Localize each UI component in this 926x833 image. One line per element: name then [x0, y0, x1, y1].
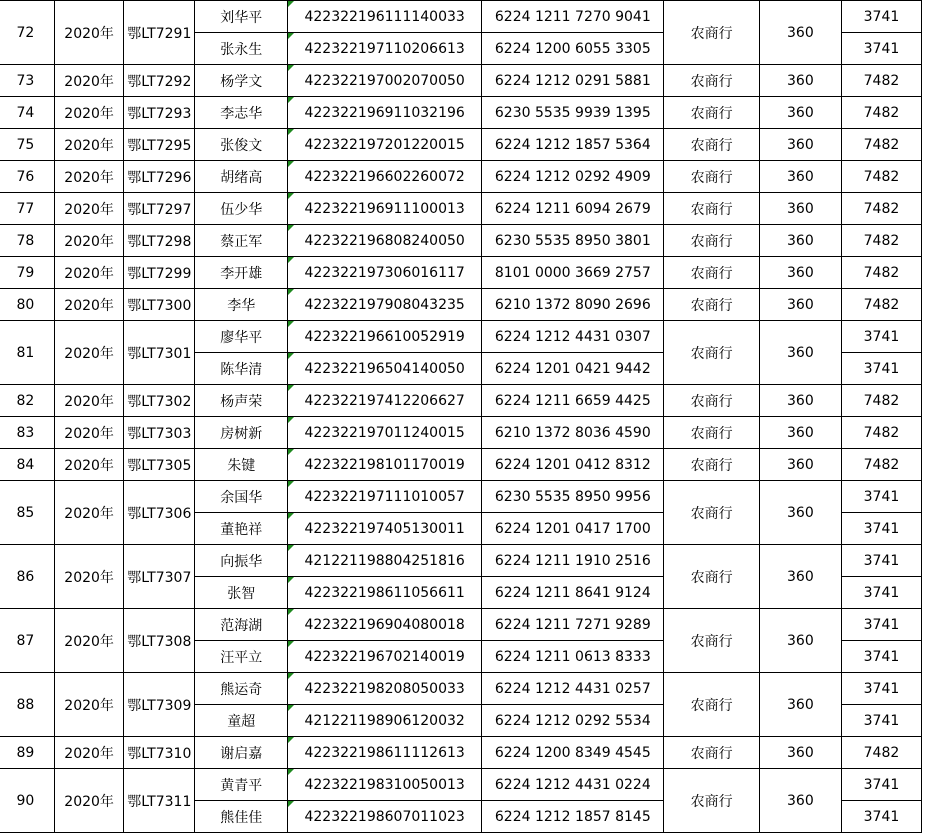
cell-days[interactable]: 360: [759, 257, 841, 289]
cell-seq[interactable]: 85: [0, 481, 54, 545]
cell-card-number[interactable]: 6224 1211 6094 2679: [482, 193, 664, 225]
cell-card-number[interactable]: 6224 1200 8349 4545: [482, 737, 664, 769]
cell-days[interactable]: 360: [759, 1, 841, 65]
cell-name[interactable]: 熊佳佳: [195, 801, 288, 833]
cell-days[interactable]: 360: [759, 129, 841, 161]
cell-seq[interactable]: 76: [0, 161, 54, 193]
cell-id-number[interactable]: 422322196602260072: [288, 161, 482, 193]
cell-amount[interactable]: 3741: [841, 481, 921, 513]
cell-id-number[interactable]: 422322196911100013: [288, 193, 482, 225]
table-row: [0, 449, 922, 481]
cell-card-number[interactable]: 6224 1211 7270 9041: [482, 1, 664, 33]
cell-name[interactable]: 汪平立: [195, 641, 288, 673]
cell-bank[interactable]: 农商行: [664, 257, 759, 289]
cell-amount[interactable]: 3741: [841, 673, 921, 705]
cell-plate[interactable]: 鄂LT7303: [124, 417, 195, 449]
cell-year[interactable]: 2020年: [54, 769, 124, 833]
cell-id-number[interactable]: 422322196911032196: [288, 97, 482, 129]
cell-bank[interactable]: 农商行: [664, 1, 759, 65]
cell-name[interactable]: 董艳祥: [195, 513, 288, 545]
cell-bank[interactable]: 农商行: [664, 65, 759, 97]
table-row: [0, 65, 922, 97]
cell-amount[interactable]: 7482: [841, 449, 921, 481]
cell-card-number[interactable]: 6224 1211 0613 8333: [482, 641, 664, 673]
cell-name[interactable]: 向振华: [195, 545, 288, 577]
cell-id-number[interactable]: 421221198906120032: [288, 705, 482, 737]
cell-bank[interactable]: 农商行: [664, 129, 759, 161]
cell-year[interactable]: 2020年: [54, 65, 124, 97]
cell-name[interactable]: 李开雄: [195, 257, 288, 289]
cell-bank[interactable]: 农商行: [664, 225, 759, 257]
cell-days[interactable]: 360: [759, 97, 841, 129]
cell-id-number[interactable]: 422322198611056611: [288, 577, 482, 609]
cell-days[interactable]: 360: [759, 545, 841, 609]
cell-days[interactable]: 360: [759, 769, 841, 833]
cell-name[interactable]: 廖华平: [195, 321, 288, 353]
cell-plate[interactable]: 鄂LT7299: [124, 257, 195, 289]
cell-card-number[interactable]: 6224 1212 0292 5534: [482, 705, 664, 737]
cell-bank[interactable]: 农商行: [664, 193, 759, 225]
cell-id-number[interactable]: 422322196111140033: [288, 1, 482, 33]
cell-plate[interactable]: 鄂LT7308: [124, 609, 195, 673]
cell-card-number[interactable]: 6224 1211 6659 4425: [482, 385, 664, 417]
table-row: [0, 1, 922, 33]
cell-year[interactable]: 2020年: [54, 129, 124, 161]
cell-name[interactable]: 张智: [195, 577, 288, 609]
cell-card-number[interactable]: 6224 1211 1910 2516: [482, 545, 664, 577]
table-row: [0, 321, 922, 353]
cell-bank[interactable]: 农商行: [664, 321, 759, 385]
cell-plate[interactable]: 鄂LT7301: [124, 321, 195, 385]
cell-card-number[interactable]: 6224 1200 6055 3305: [482, 33, 664, 65]
cell-plate[interactable]: 鄂LT7298: [124, 225, 195, 257]
cell-id-number[interactable]: 422322197110206613: [288, 33, 482, 65]
cell-days[interactable]: 360: [759, 161, 841, 193]
cell-card-number[interactable]: 6224 1212 1857 5364: [482, 129, 664, 161]
cell-plate[interactable]: 鄂LT7307: [124, 545, 195, 609]
cell-year[interactable]: 2020年: [54, 161, 124, 193]
cell-card-number[interactable]: 6224 1211 8641 9124: [482, 577, 664, 609]
cell-seq[interactable]: 74: [0, 97, 54, 129]
cell-name[interactable]: 童超: [195, 705, 288, 737]
cell-amount[interactable]: 7482: [841, 129, 921, 161]
cell-amount[interactable]: 3741: [841, 641, 921, 673]
cell-amount[interactable]: 7482: [841, 161, 921, 193]
cell-name[interactable]: 杨声荣: [195, 385, 288, 417]
cell-amount[interactable]: 3741: [841, 705, 921, 737]
cell-card-number[interactable]: 6230 5535 9939 1395: [482, 97, 664, 129]
cell-name[interactable]: 李华: [195, 289, 288, 321]
cell-id-number[interactable]: 421221198804251816: [288, 545, 482, 577]
cell-id-number[interactable]: 422322197002070050: [288, 65, 482, 97]
cell-amount[interactable]: 7482: [841, 417, 921, 449]
cell-year[interactable]: 2020年: [54, 673, 124, 737]
cell-name[interactable]: 杨学文: [195, 65, 288, 97]
cell-days[interactable]: 360: [759, 609, 841, 673]
cell-seq[interactable]: 90: [0, 769, 54, 833]
cell-plate[interactable]: 鄂LT7311: [124, 769, 195, 833]
cell-amount[interactable]: 3741: [841, 353, 921, 385]
cell-bank[interactable]: 农商行: [664, 449, 759, 481]
cell-days[interactable]: 360: [759, 417, 841, 449]
cell-name[interactable]: 房树新: [195, 417, 288, 449]
cell-id-number[interactable]: 422322196702140019: [288, 641, 482, 673]
cell-days[interactable]: 360: [759, 65, 841, 97]
cell-bank[interactable]: 农商行: [664, 417, 759, 449]
cell-bank[interactable]: 农商行: [664, 737, 759, 769]
cell-year[interactable]: 2020年: [54, 321, 124, 385]
cell-name[interactable]: 余国华: [195, 481, 288, 513]
cell-bank[interactable]: 农商行: [664, 481, 759, 545]
table-row: [0, 257, 922, 289]
cell-days[interactable]: 360: [759, 673, 841, 737]
cell-card-number[interactable]: 6224 1212 4431 0307: [482, 321, 664, 353]
cell-card-number[interactable]: 6224 1201 0421 9442: [482, 353, 664, 385]
table-row: [0, 417, 922, 449]
cell-amount[interactable]: 3741: [841, 1, 921, 33]
cell-id-number[interactable]: 422322196904080018: [288, 609, 482, 641]
cell-bank[interactable]: 农商行: [664, 545, 759, 609]
cell-seq[interactable]: 80: [0, 289, 54, 321]
cell-id-number[interactable]: 422322198611112613: [288, 737, 482, 769]
table-row: [0, 545, 922, 577]
cell-seq[interactable]: 83: [0, 417, 54, 449]
cell-bank[interactable]: 农商行: [664, 385, 759, 417]
cell-seq[interactable]: 81: [0, 321, 54, 385]
cell-card-number[interactable]: 6224 1212 4431 0257: [482, 673, 664, 705]
cell-seq[interactable]: 86: [0, 545, 54, 609]
cell-year[interactable]: 2020年: [54, 481, 124, 545]
cell-card-number[interactable]: 6224 1212 1857 8145: [482, 801, 664, 833]
cell-name[interactable]: 李志华: [195, 97, 288, 129]
cell-year[interactable]: 2020年: [54, 545, 124, 609]
cell-card-number[interactable]: 6230 5535 8950 9956: [482, 481, 664, 513]
cell-days[interactable]: 360: [759, 289, 841, 321]
cell-bank[interactable]: 农商行: [664, 769, 759, 833]
cell-card-number[interactable]: 6230 5535 8950 3801: [482, 225, 664, 257]
cell-seq[interactable]: 79: [0, 257, 54, 289]
cell-days[interactable]: 360: [759, 225, 841, 257]
cell-year[interactable]: 2020年: [54, 385, 124, 417]
cell-amount[interactable]: 3741: [841, 513, 921, 545]
cell-name[interactable]: 谢启嘉: [195, 737, 288, 769]
cell-seq[interactable]: 88: [0, 673, 54, 737]
cell-id-number[interactable]: 422322197111010057: [288, 481, 482, 513]
cell-days[interactable]: 360: [759, 385, 841, 417]
cell-bank[interactable]: 农商行: [664, 289, 759, 321]
cell-days[interactable]: 360: [759, 193, 841, 225]
cell-bank[interactable]: 农商行: [664, 673, 759, 737]
cell-amount[interactable]: 7482: [841, 97, 921, 129]
cell-amount[interactable]: 3741: [841, 609, 921, 641]
cell-seq[interactable]: 77: [0, 193, 54, 225]
cell-id-number[interactable]: 422322197201220015: [288, 129, 482, 161]
table-row: [0, 97, 922, 129]
cell-id-number[interactable]: 422322197908043235: [288, 289, 482, 321]
table-row: [0, 385, 922, 417]
cell-amount[interactable]: 7482: [841, 737, 921, 769]
cell-plate[interactable]: 鄂LT7305: [124, 449, 195, 481]
cell-year[interactable]: 2020年: [54, 609, 124, 673]
cell-plate[interactable]: 鄂LT7293: [124, 97, 195, 129]
cell-amount[interactable]: 3741: [841, 801, 921, 833]
table-row: [0, 225, 922, 257]
cell-amount[interactable]: 3741: [841, 33, 921, 65]
cell-card-number[interactable]: 8101 0000 3669 2757: [482, 257, 664, 289]
cell-seq[interactable]: 78: [0, 225, 54, 257]
cell-plate[interactable]: 鄂LT7295: [124, 129, 195, 161]
cell-card-number[interactable]: 6210 1372 8036 4590: [482, 417, 664, 449]
cell-id-number[interactable]: 422322198208050033: [288, 673, 482, 705]
cell-bank[interactable]: 农商行: [664, 97, 759, 129]
cell-card-number[interactable]: 6210 1372 8090 2696: [482, 289, 664, 321]
cell-card-number[interactable]: 6224 1212 0292 4909: [482, 161, 664, 193]
cell-name[interactable]: 熊运奇: [195, 673, 288, 705]
cell-amount[interactable]: 7482: [841, 193, 921, 225]
cell-id-number[interactable]: 422322197405130011: [288, 513, 482, 545]
cell-name[interactable]: 陈华清: [195, 353, 288, 385]
cell-plate[interactable]: 鄂LT7292: [124, 65, 195, 97]
cell-amount[interactable]: 7482: [841, 257, 921, 289]
cell-seq[interactable]: 89: [0, 737, 54, 769]
cell-days[interactable]: 360: [759, 321, 841, 385]
cell-seq[interactable]: 72: [0, 1, 54, 65]
table-row: [0, 481, 922, 513]
cell-card-number[interactable]: 6224 1212 4431 0224: [482, 769, 664, 801]
cell-name[interactable]: 刘华平: [195, 1, 288, 33]
cell-days[interactable]: 360: [759, 449, 841, 481]
table-row: [0, 161, 922, 193]
cell-plate[interactable]: 鄂LT7302: [124, 385, 195, 417]
cell-seq[interactable]: 75: [0, 129, 54, 161]
cell-year[interactable]: 2020年: [54, 449, 124, 481]
cell-amount[interactable]: 3741: [841, 545, 921, 577]
cell-id-number[interactable]: 422322196808240050: [288, 225, 482, 257]
cell-plate[interactable]: 鄂LT7306: [124, 481, 195, 545]
cell-amount[interactable]: 3741: [841, 769, 921, 801]
cell-year[interactable]: 2020年: [54, 737, 124, 769]
cell-card-number[interactable]: 6224 1211 7271 9289: [482, 609, 664, 641]
cell-amount[interactable]: 7482: [841, 225, 921, 257]
cell-year[interactable]: 2020年: [54, 225, 124, 257]
cell-plate[interactable]: 鄂LT7309: [124, 673, 195, 737]
table-row: [0, 609, 922, 641]
cell-id-number[interactable]: 422322198310050013: [288, 769, 482, 801]
cell-name[interactable]: 范海湖: [195, 609, 288, 641]
cell-name[interactable]: 伍少华: [195, 193, 288, 225]
cell-amount[interactable]: 3741: [841, 577, 921, 609]
cell-bank[interactable]: 农商行: [664, 609, 759, 673]
cell-name[interactable]: 朱键: [195, 449, 288, 481]
cell-year[interactable]: 2020年: [54, 97, 124, 129]
cell-id-number[interactable]: 422322196504140050: [288, 353, 482, 385]
table-row: [0, 737, 922, 769]
table-row: [0, 193, 922, 225]
cell-id-number[interactable]: 422322196610052919: [288, 321, 482, 353]
cell-name[interactable]: 胡绪高: [195, 161, 288, 193]
cell-plate[interactable]: 鄂LT7310: [124, 737, 195, 769]
cell-seq[interactable]: 87: [0, 609, 54, 673]
cell-amount[interactable]: 7482: [841, 65, 921, 97]
table-row: [0, 289, 922, 321]
cell-year[interactable]: 2020年: [54, 289, 124, 321]
cell-year[interactable]: 2020年: [54, 417, 124, 449]
cell-days[interactable]: 360: [759, 737, 841, 769]
cell-id-number[interactable]: 422322198101170019: [288, 449, 482, 481]
cell-amount[interactable]: 7482: [841, 289, 921, 321]
cell-card-number[interactable]: 6224 1201 0417 1700: [482, 513, 664, 545]
cell-name[interactable]: 黄青平: [195, 769, 288, 801]
table-row: [0, 769, 922, 801]
cell-id-number[interactable]: 422322197412206627: [288, 385, 482, 417]
cell-card-number[interactable]: 6224 1212 0291 5881: [482, 65, 664, 97]
cell-bank[interactable]: 农商行: [664, 161, 759, 193]
cell-id-number[interactable]: 422322197306016117: [288, 257, 482, 289]
cell-seq[interactable]: 73: [0, 65, 54, 97]
cell-year[interactable]: 2020年: [54, 257, 124, 289]
table-row: [0, 673, 922, 705]
cell-plate[interactable]: 鄂LT7296: [124, 161, 195, 193]
cell-name[interactable]: 蔡正军: [195, 225, 288, 257]
cell-amount[interactable]: 3741: [841, 321, 921, 353]
cell-id-number[interactable]: 422322198607011023: [288, 801, 482, 833]
cell-id-number[interactable]: 422322197011240015: [288, 417, 482, 449]
cell-seq[interactable]: 82: [0, 385, 54, 417]
cell-name[interactable]: 张俊文: [195, 129, 288, 161]
table-row: [0, 129, 922, 161]
cell-year[interactable]: 2020年: [54, 193, 124, 225]
cell-year[interactable]: 2020年: [54, 1, 124, 65]
cell-plate[interactable]: 鄂LT7291: [124, 1, 195, 65]
cell-plate[interactable]: 鄂LT7297: [124, 193, 195, 225]
cell-plate[interactable]: 鄂LT7300: [124, 289, 195, 321]
cell-days[interactable]: 360: [759, 481, 841, 545]
cell-card-number[interactable]: 6224 1201 0412 8312: [482, 449, 664, 481]
cell-name[interactable]: 张永生: [195, 33, 288, 65]
cell-seq[interactable]: 84: [0, 449, 54, 481]
cell-amount[interactable]: 7482: [841, 385, 921, 417]
